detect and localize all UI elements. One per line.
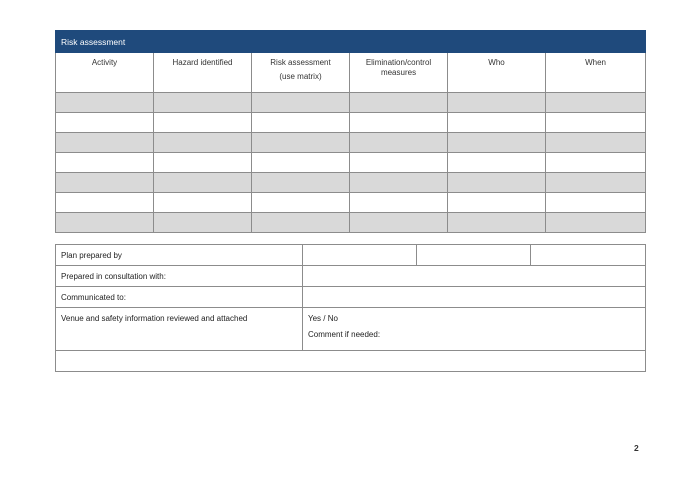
plan-details-table	[55, 244, 646, 372]
prepared-by-field-1[interactable]	[303, 245, 417, 266]
table-cell[interactable]	[56, 173, 154, 193]
table-cell[interactable]	[546, 173, 646, 193]
table-row	[56, 287, 646, 308]
table-cell[interactable]	[154, 193, 252, 213]
table-cell[interactable]	[56, 133, 154, 153]
table-row	[56, 351, 646, 372]
column-header-control-measures: Elimination/control measures	[350, 53, 448, 93]
table-row	[56, 153, 646, 173]
table-cell[interactable]	[546, 153, 646, 173]
prepared-by-field-2[interactable]	[417, 245, 531, 266]
table-cell[interactable]	[350, 153, 448, 173]
column-header-hazard: Hazard identified	[154, 53, 252, 93]
table-row	[56, 173, 646, 193]
table-cell[interactable]	[154, 213, 252, 233]
table-cell[interactable]	[154, 173, 252, 193]
table-cell[interactable]	[56, 153, 154, 173]
table-cell[interactable]	[546, 133, 646, 153]
table-cell[interactable]	[252, 193, 350, 213]
venue-label: Venue and safety information reviewed and attached	[56, 308, 303, 351]
table-cell[interactable]	[448, 133, 546, 153]
communicated-field[interactable]	[303, 287, 646, 308]
yes-no-option[interactable]: Yes / No	[308, 314, 338, 323]
table-cell[interactable]	[448, 213, 546, 233]
table-cell[interactable]	[546, 213, 646, 233]
table-cell[interactable]	[350, 113, 448, 133]
table-row	[56, 308, 646, 351]
table-cell[interactable]	[154, 133, 252, 153]
column-header-when: When	[546, 53, 646, 93]
consultation-label: Prepared in consultation with:	[56, 266, 303, 287]
table-cell[interactable]	[252, 93, 350, 113]
table-cell[interactable]	[350, 133, 448, 153]
table-cell[interactable]	[350, 93, 448, 113]
table-cell[interactable]	[350, 213, 448, 233]
table-row	[56, 213, 646, 233]
table-cell[interactable]	[252, 113, 350, 133]
prepared-by-field-3[interactable]	[531, 245, 646, 266]
risk-assessment-table	[55, 30, 646, 233]
table-row	[56, 266, 646, 287]
table-cell[interactable]	[448, 153, 546, 173]
risk-table-body	[56, 93, 646, 233]
table-cell[interactable]	[56, 193, 154, 213]
table-cell[interactable]	[56, 93, 154, 113]
table-cell[interactable]	[56, 213, 154, 233]
table-row	[56, 245, 646, 266]
table-row	[56, 133, 646, 153]
table-cell[interactable]	[546, 93, 646, 113]
table-cell[interactable]	[252, 133, 350, 153]
comment-label: Comment if needed:	[308, 330, 381, 339]
risk-table-title: Risk assessment	[56, 31, 646, 53]
table-cell[interactable]	[252, 173, 350, 193]
column-header-risk-assessment: Risk assessment (use matrix)	[252, 53, 350, 93]
table-cell[interactable]	[448, 93, 546, 113]
table-cell[interactable]	[546, 113, 646, 133]
page-number: 2	[634, 443, 639, 453]
table-row	[56, 113, 646, 133]
footer-field[interactable]	[56, 351, 646, 372]
venue-field[interactable]	[303, 308, 646, 351]
table-cell[interactable]	[56, 113, 154, 133]
table-cell[interactable]	[252, 153, 350, 173]
table-row	[56, 93, 646, 113]
table-cell[interactable]	[154, 153, 252, 173]
table-cell[interactable]	[154, 93, 252, 113]
table-cell[interactable]	[350, 173, 448, 193]
column-header-who: Who	[448, 53, 546, 93]
table-cell[interactable]	[448, 173, 546, 193]
table-cell[interactable]	[154, 113, 252, 133]
table-cell[interactable]	[252, 213, 350, 233]
table-cell[interactable]	[546, 193, 646, 213]
table-cell[interactable]	[448, 193, 546, 213]
table-cell[interactable]	[350, 193, 448, 213]
prepared-by-label: Plan prepared by	[56, 245, 303, 266]
consultation-field[interactable]	[303, 266, 646, 287]
column-header-activity: Activity	[56, 53, 154, 93]
communicated-label: Communicated to:	[56, 287, 303, 308]
table-row	[56, 193, 646, 213]
table-cell[interactable]	[448, 113, 546, 133]
